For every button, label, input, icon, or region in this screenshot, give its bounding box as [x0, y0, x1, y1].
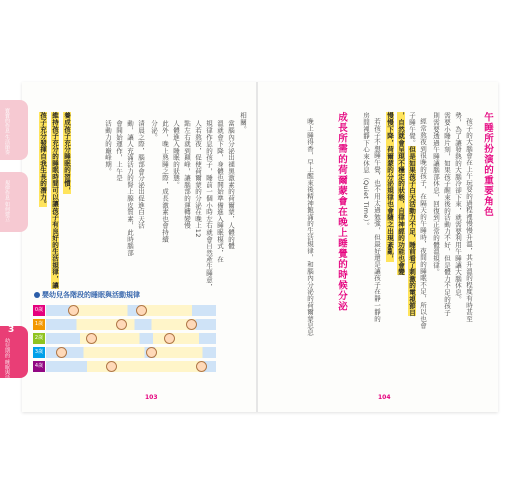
- book-spine: [256, 82, 258, 412]
- left-body-col-8: 此外，晚上熟睡之際，成長激素也會持續: [161, 120, 169, 243]
- chapter-tab-2-label: 規律作息 如何建立: [4, 180, 10, 222]
- child-illustration-icon: [146, 347, 157, 358]
- chapter-tab-2[interactable]: [0, 172, 28, 232]
- chapter-tab-3-active[interactable]: [0, 325, 28, 397]
- chart-row-label-3: 3歲: [33, 347, 45, 358]
- chart-row-1: [46, 319, 216, 330]
- child-illustration-icon: [186, 319, 197, 330]
- left-body-col-1: 相關。: [239, 112, 247, 133]
- left-body-col-10: 清晨之際，腦部會分泌出促進白天活: [137, 120, 145, 229]
- child-illustration-icon: [164, 333, 175, 344]
- right-body-col-10: 房間裡靜下心來休息（Quiet Time）。: [362, 112, 370, 229]
- chapter-tab-1[interactable]: [0, 100, 28, 160]
- bullet-icon: [34, 292, 40, 298]
- chart-row-label-4: 4歲: [33, 361, 45, 372]
- right-body-col-11: 晚上睡得香，早上醒來後精神飽滿的生活規律，和腦內分泌的荷爾蒙息息: [306, 118, 314, 336]
- left-body-col-12: 會開始運作，上午是: [115, 120, 123, 182]
- chart-row-2: [46, 333, 216, 344]
- chart-row-label-2: 2歲: [33, 333, 45, 344]
- child-illustration-icon: [116, 319, 127, 330]
- page-number-right: 104: [378, 394, 391, 401]
- child-illustration-icon: [136, 305, 147, 316]
- chart-row-3: [46, 347, 216, 358]
- child-illustration-icon: [196, 361, 207, 372]
- chart-title: 嬰幼兒各階段的睡眠與活動規律: [34, 290, 140, 300]
- right-body-col-3: 需要小睡片刻，如果孩子醒來後的活動力不好，但是體力不足的孩子: [443, 112, 451, 316]
- right-body-col-9: 若孩子不想睡午覺，也不用太過勉強，但最好還是讓孩子在靜一靜的: [373, 118, 381, 322]
- left-body-col-3: 溫就會下降，身體也開始準備進入睡眠模式，在: [216, 120, 224, 263]
- right-body-col-6: 子睡午覺。但是如果孩子白天活動力不足，睡前看了刺激的電視節目: [408, 112, 416, 316]
- left-body-col-7: 人體進入睡眠的狀態。: [172, 120, 180, 188]
- right-body-col-8: 慢慢下降，荷爾蒙的分泌規律也會隨之出現紊亂，: [386, 112, 394, 262]
- left-body-col-9: 分泌。: [150, 120, 158, 141]
- chart-row-4: [46, 361, 216, 372]
- right-body-col-7: ，自然就會呈現不穩定的狀態，自律神經的功能也會變: [397, 112, 405, 276]
- right-body-col-4: 則需要透過午睡讓腦部休息，回復到正常的體溫規律。: [432, 112, 440, 276]
- left-body-col-4: 規律作息的孩子，睡前一個小時左右就會自然產生睡意，: [205, 120, 213, 290]
- chart-row-0: [46, 305, 216, 316]
- left-body-col-11: 動，讓人充滿活力的腎上腺皮質素，此時腦部: [126, 120, 134, 256]
- chapter-tab-3-label: 幼兒期的 睡眠與活動 規律: [4, 338, 10, 397]
- callout-line-b: 維持孩子充分的睡眠時間可以讓孩子有良好的生活規律，讓: [51, 112, 59, 289]
- chapter-tab-3-number: 3: [8, 325, 15, 335]
- left-body-col-5: 人若熬夜，促使荷爾蒙的分泌在晚上12: [194, 120, 202, 238]
- section-heading-growth-hormone: 成長所需的荷爾蒙會在晚上睡覺的時候分泌: [336, 112, 347, 312]
- child-illustration-icon: [86, 333, 97, 344]
- left-body-col-6: 點左右就到顛峰，讓腦部的運轉變慢: [183, 120, 191, 229]
- chart-row-label-0: 0歲: [33, 305, 45, 316]
- chapter-tab-1-label: 寶寶的作息 生活節奏: [4, 108, 10, 155]
- left-body-col-2: 當腦內分泌出褪黑激素的荷爾蒙，人體的體: [227, 120, 235, 250]
- right-body-col-2: 勢，為了讓發熱的大腦冷卻下來，就需要利用午睡讓大腦休息。: [454, 112, 462, 303]
- page-number-left: 103: [145, 394, 158, 401]
- callout-line-a: 養成孩子充分睡眠的習慣，: [63, 112, 71, 194]
- right-body-col-5: 經常熬夜到很晚的孩子，在隔天的午睡時，夜間的睡眠不足，所以也會: [419, 118, 427, 329]
- section-heading-nap: 午睡所扮演的重要角色: [482, 112, 493, 217]
- child-illustration-icon: [56, 347, 67, 358]
- callout-line-c: 孩子充分發揮自我生長的潛力。: [39, 112, 47, 208]
- child-illustration-icon: [106, 361, 117, 372]
- child-illustration-icon: [68, 305, 79, 316]
- chart-row-label-1: 1歲: [33, 319, 45, 330]
- right-body-col-1: 孩子的大腦會在上午玩耍的過程裡慢慢升溫，其升溫的程度有時甚至: [465, 118, 473, 322]
- left-body-col-13: 活動力的巔峰期。: [104, 120, 112, 175]
